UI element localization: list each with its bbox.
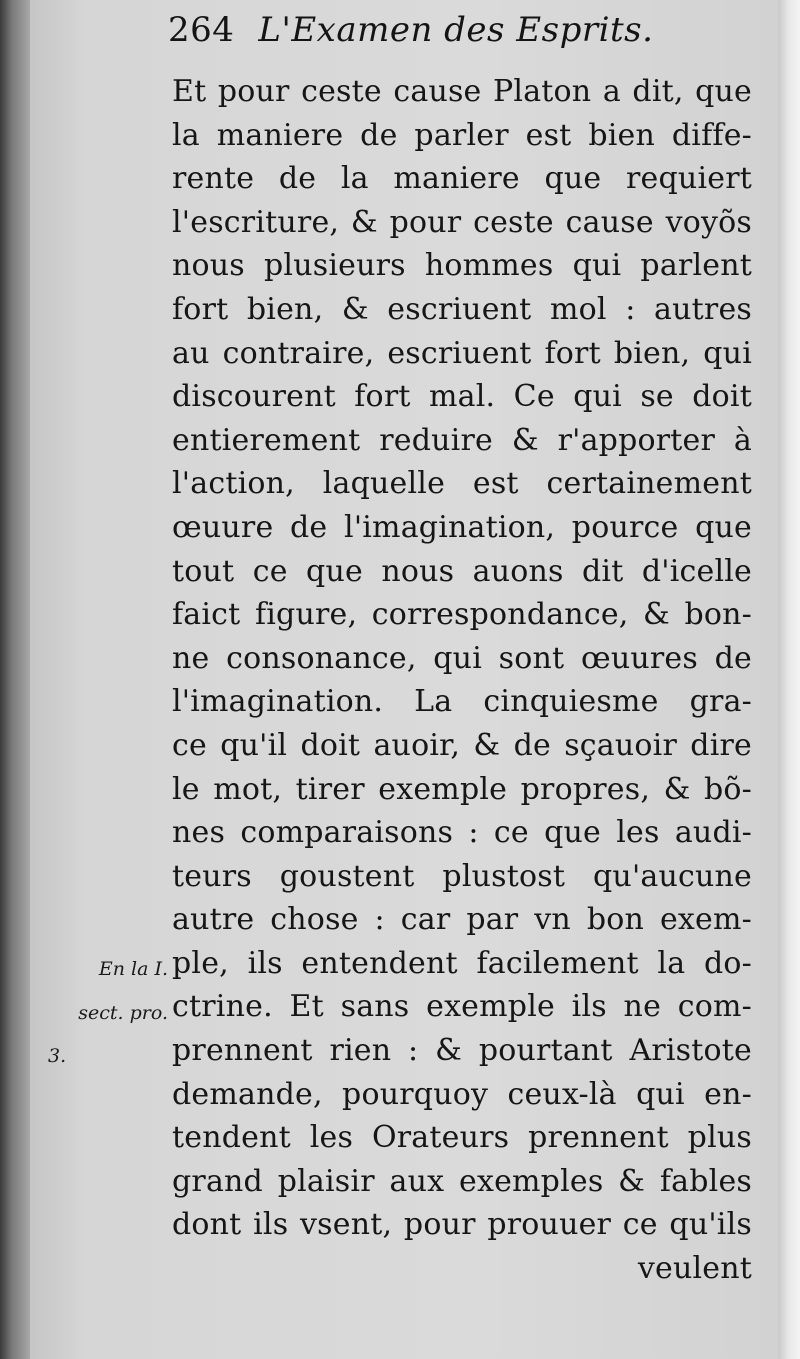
text-line: fort bien, & escriuent mol : autres xyxy=(172,291,752,327)
text-line: faict figure, correspondance, & bon- xyxy=(172,597,752,633)
text-line: Et pour ceste cause Platon a dit, que xyxy=(172,74,752,109)
text-line: l'escriture, & pour ceste cause voyõs xyxy=(172,204,752,240)
text-line: la maniere de parler est bien diffe- xyxy=(172,117,752,153)
text-line: entierement reduire & r'apporter à xyxy=(172,422,752,458)
page-edge xyxy=(778,0,800,1359)
text-line: nous plusieurs hommes qui parlent xyxy=(172,248,752,284)
text-line: ple, ils entendent facilement la do- xyxy=(172,945,752,981)
text-line: tout ce que nous auons dit d'icelle xyxy=(172,553,752,589)
text-line: au contraire, escriuent fort bien, qui xyxy=(172,335,752,371)
text-line: l'action, laquelle est certainement xyxy=(172,466,752,502)
text-line: l'imagination. La cinquiesme gra- xyxy=(172,684,752,720)
marginal-note-line: En la I. xyxy=(98,958,168,980)
text-line: ce qu'il doit auoir, & de sçauoir dire xyxy=(172,727,752,763)
text-line: demande, pourquoy ceux-là qui en- xyxy=(172,1076,752,1112)
text-line: ctrine. Et sans exemple ils ne com- xyxy=(172,989,752,1025)
text-line: ne consonance, qui sont œuures de xyxy=(172,640,752,676)
text-line: nes comparaisons : ce que les audi- xyxy=(172,815,752,851)
text-line: discourent fort mal. Ce qui se doit xyxy=(172,379,752,415)
text-line: dont ils vsent, pour prouuer ce qu'ils xyxy=(172,1207,752,1243)
text-line: rente de la maniere que requiert xyxy=(172,161,752,197)
text-line: tendent les Orateurs prennent plus xyxy=(172,1120,752,1156)
text-line: autre chose : car par vn bon exem- xyxy=(172,902,752,938)
text-line: le mot, tirer exemple propres, & bõ- xyxy=(172,771,752,807)
text-line: prennent rien : & pourtant Aristote xyxy=(172,1033,752,1069)
text-line: teurs goustent plustost qu'aucune xyxy=(172,858,752,894)
body-text xyxy=(172,70,752,1291)
marginal-note-line: sect. pro. xyxy=(78,1001,168,1024)
text-line: œuure de l'imagination, pource que xyxy=(172,509,752,545)
book-spine-shadow xyxy=(0,0,30,1359)
running-title: L'Examen des Esprits. xyxy=(258,10,654,50)
running-header xyxy=(168,10,653,50)
marginal-note xyxy=(44,948,168,1079)
catchword: veulent xyxy=(637,1251,752,1287)
text-line: grand plaisir aux exemples & fables xyxy=(172,1163,752,1199)
page-number: 264 xyxy=(168,10,235,50)
marginal-note-line: 3. xyxy=(48,1045,67,1068)
